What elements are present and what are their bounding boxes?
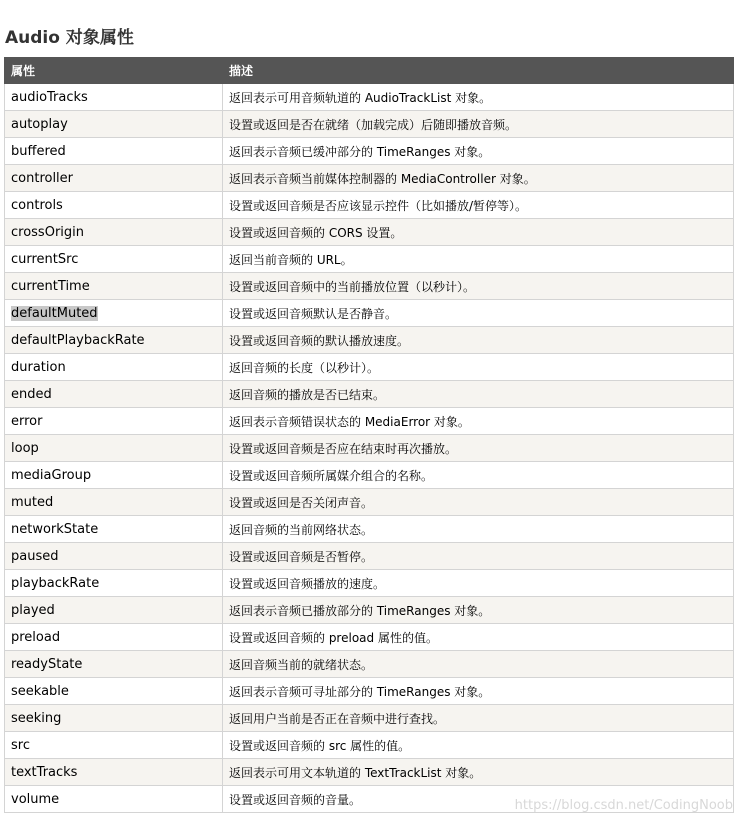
table-row xyxy=(5,489,734,516)
property-name[interactable]: preload xyxy=(11,629,61,645)
property-cell xyxy=(5,246,223,273)
property-cell xyxy=(5,489,223,516)
table-row xyxy=(5,219,734,246)
table-row xyxy=(5,597,734,624)
property-name[interactable]: networkState xyxy=(11,521,99,537)
table-row xyxy=(5,651,734,678)
table-row xyxy=(5,516,734,543)
table-row xyxy=(5,624,734,651)
property-name[interactable]: autoplay xyxy=(11,116,68,132)
table-row xyxy=(5,705,734,732)
property-name[interactable]: currentSrc xyxy=(11,251,79,267)
description-cell: 设置或返回音频是否应该显示控件（比如播放/暂停等）。 xyxy=(223,192,734,219)
table-row xyxy=(5,192,734,219)
table-row xyxy=(5,381,734,408)
description-cell: 返回表示音频错误状态的 MediaError 对象。 xyxy=(223,408,734,435)
description-cell: 设置或返回音频默认是否静音。 xyxy=(223,300,734,327)
table-row xyxy=(5,462,734,489)
description-cell: 返回表示音频已播放部分的 TimeRanges 对象。 xyxy=(223,597,734,624)
table-row xyxy=(5,354,734,381)
property-cell xyxy=(5,300,223,327)
description-cell: 设置或返回音频是否应在结束时再次播放。 xyxy=(223,435,734,462)
property-name[interactable]: muted xyxy=(11,494,54,510)
property-name[interactable]: playbackRate xyxy=(11,575,100,591)
property-cell xyxy=(5,192,223,219)
description-cell: 返回当前音频的 URL。 xyxy=(223,246,734,273)
table-row xyxy=(5,300,734,327)
property-name[interactable]: defaultMuted xyxy=(11,305,98,321)
property-cell xyxy=(5,408,223,435)
description-cell: 返回音频的当前网络状态。 xyxy=(223,516,734,543)
description-cell: 返回音频的播放是否已结束。 xyxy=(223,381,734,408)
column-header-description: 描述 xyxy=(223,58,734,84)
property-cell xyxy=(5,381,223,408)
property-name[interactable]: controller xyxy=(11,170,74,186)
page-title: Audio 对象属性 xyxy=(5,28,134,48)
property-cell xyxy=(5,354,223,381)
property-name[interactable]: crossOrigin xyxy=(11,224,84,240)
property-cell xyxy=(5,759,223,786)
table-row xyxy=(5,165,734,192)
property-name[interactable]: seekable xyxy=(11,683,69,699)
property-name[interactable]: audioTracks xyxy=(11,89,88,105)
description-cell: 返回用户当前是否正在音频中进行查找。 xyxy=(223,705,734,732)
table-row xyxy=(5,678,734,705)
table-row xyxy=(5,759,734,786)
description-cell: 返回音频的长度（以秒计）。 xyxy=(223,354,734,381)
description-cell: 返回表示可用文本轨道的 TextTrackList 对象。 xyxy=(223,759,734,786)
property-cell xyxy=(5,273,223,300)
property-name[interactable]: seeking xyxy=(11,710,62,726)
table-row xyxy=(5,543,734,570)
description-cell: 设置或返回音频是否暂停。 xyxy=(223,543,734,570)
description-cell: 设置或返回音频中的当前播放位置（以秒计）。 xyxy=(223,273,734,300)
description-cell: 返回音频当前的就绪状态。 xyxy=(223,651,734,678)
property-name[interactable]: buffered xyxy=(11,143,66,159)
property-cell xyxy=(5,219,223,246)
property-cell xyxy=(5,705,223,732)
column-header-property: 属性 xyxy=(5,58,223,84)
property-name[interactable]: paused xyxy=(11,548,59,564)
property-cell xyxy=(5,84,223,111)
property-name[interactable]: currentTime xyxy=(11,278,90,294)
property-cell xyxy=(5,624,223,651)
table-row xyxy=(5,273,734,300)
property-name[interactable]: ended xyxy=(11,386,52,402)
property-cell xyxy=(5,165,223,192)
property-cell xyxy=(5,111,223,138)
table-body xyxy=(5,84,734,813)
property-cell xyxy=(5,462,223,489)
property-cell xyxy=(5,435,223,462)
description-cell: 设置或返回音频的 src 属性的值。 xyxy=(223,732,734,759)
table-row xyxy=(5,570,734,597)
property-name[interactable]: error xyxy=(11,413,43,429)
description-cell: 设置或返回音频所属媒介组合的名称。 xyxy=(223,462,734,489)
table-row xyxy=(5,732,734,759)
description-cell: 返回表示音频当前媒体控制器的 MediaController 对象。 xyxy=(223,165,734,192)
property-name[interactable]: src xyxy=(11,737,30,753)
description-cell: 返回表示音频可寻址部分的 TimeRanges 对象。 xyxy=(223,678,734,705)
property-cell xyxy=(5,651,223,678)
property-cell xyxy=(5,597,223,624)
watermark: https://blog.csdn.net/CodingNoob xyxy=(514,798,733,813)
table-row xyxy=(5,138,734,165)
property-name[interactable]: loop xyxy=(11,440,39,456)
property-name[interactable]: played xyxy=(11,602,55,618)
property-name[interactable]: defaultPlaybackRate xyxy=(11,332,145,348)
property-cell xyxy=(5,732,223,759)
property-name[interactable]: volume xyxy=(11,791,60,807)
description-cell: 设置或返回是否关闭声音。 xyxy=(223,489,734,516)
description-cell: 设置或返回音频的 preload 属性的值。 xyxy=(223,624,734,651)
property-cell xyxy=(5,570,223,597)
description-cell: 设置或返回音频的音量。 xyxy=(223,786,734,813)
property-name[interactable]: duration xyxy=(11,359,66,375)
property-cell xyxy=(5,516,223,543)
description-cell: 返回表示可用音频轨道的 AudioTrackList 对象。 xyxy=(223,84,734,111)
property-cell xyxy=(5,327,223,354)
description-cell: 设置或返回音频的默认播放速度。 xyxy=(223,327,734,354)
table-row xyxy=(5,246,734,273)
table-row xyxy=(5,111,734,138)
property-cell xyxy=(5,543,223,570)
property-name[interactable]: mediaGroup xyxy=(11,467,92,483)
table-row xyxy=(5,84,734,111)
property-name[interactable]: textTracks xyxy=(11,764,78,780)
property-cell xyxy=(5,678,223,705)
description-cell: 设置或返回是否在就绪（加载完成）后随即播放音频。 xyxy=(223,111,734,138)
audio-properties-table xyxy=(4,57,734,813)
table-row xyxy=(5,435,734,462)
table-row xyxy=(5,327,734,354)
property-cell xyxy=(5,786,223,813)
table-row xyxy=(5,408,734,435)
description-cell: 设置或返回音频的 CORS 设置。 xyxy=(223,219,734,246)
description-cell: 设置或返回音频播放的速度。 xyxy=(223,570,734,597)
property-name[interactable]: readyState xyxy=(11,656,83,672)
description-cell: 返回表示音频已缓冲部分的 TimeRanges 对象。 xyxy=(223,138,734,165)
property-cell xyxy=(5,138,223,165)
table-header-row xyxy=(5,58,734,84)
property-name[interactable]: controls xyxy=(11,197,63,213)
